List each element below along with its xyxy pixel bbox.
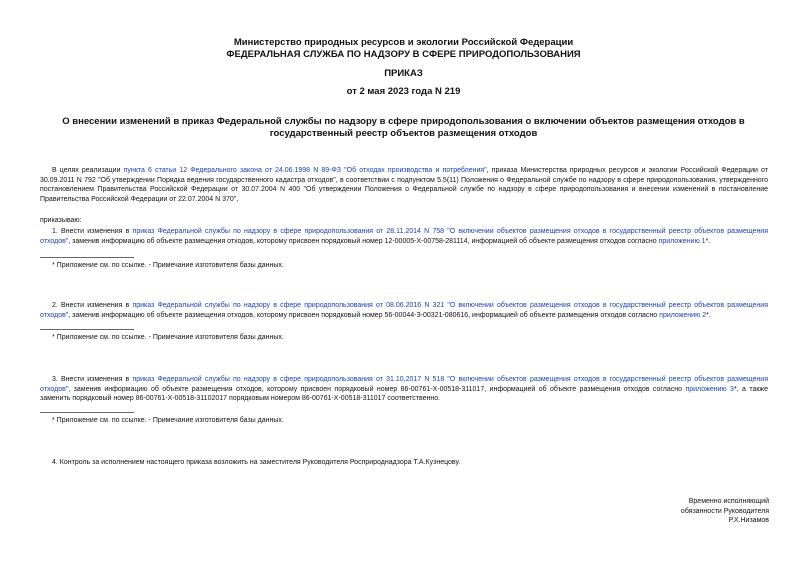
item-2-appendix-link[interactable]: приложению 2	[659, 311, 707, 319]
item-1-text-a: 1. Внести изменения в	[52, 228, 133, 235]
item-2-text-b: , заменив информацию об объекте размещения отходов, которому присвоен порядковый номер 56-00044-З-00321-080616, информацией об объекте размещения отходов согласно	[68, 311, 660, 319]
item-2-text-c: *.	[706, 311, 711, 319]
ministry-name: Министерство природных ресурсов и экологии Российской Федерации	[233, 37, 574, 48]
doc-date-number: от 2 мая 2023 года N 219	[346, 86, 461, 97]
item-1-text-b: , заменив информацию об объекте размещения отходов, которому присвоен порядковый номер 12-00005-Х-00758-281114, информацией об объекте размещения отходов согласно	[68, 237, 659, 245]
footnote-1: * Приложение см. по ссылке. - Примечание изготовителя базы данных.	[52, 262, 284, 269]
doc-title: О внесении изменений в приказ Федеральной службы по надзору в сфере природопользования о включении объектов размещения отходов в государственный реестр объектов размещения отходов	[62, 116, 745, 139]
doc-type: ПРИКАЗ	[384, 68, 423, 79]
item-2-order-link[interactable]: приказ Федеральной службы по надзору в сфере природопользования от 08.06.2016 N 321 "О включении объектов размещения отходов в государственный реестр объектов размещения отходов"	[40, 302, 768, 319]
item-3	[40, 375, 768, 404]
signature-line-2: обязанности Руководителя	[680, 507, 769, 515]
order-word: приказываю:	[40, 217, 82, 224]
signature-name: Р.Х.Низамов	[728, 517, 769, 524]
item-3-text-c: *, а также заменить порядковый номер 86-00761-Х-00518-31102017 порядковым номером 86-00761-Х-00518-311017 соответственно.	[40, 385, 768, 402]
footnote-3: * Приложение см. по ссылке. - Примечание изготовителя базы данных.	[52, 417, 284, 424]
footnote-divider-1	[40, 257, 134, 258]
signature-block	[681, 497, 769, 526]
item-3-order-link[interactable]: приказ Федеральной службы по надзору в сфере природопользования от 31.10.2017 N 518 "О включении объектов размещения отходов в государственный реестр объектов размещения отходов"	[40, 376, 768, 393]
item-4: 4. Контроль за исполнением настоящего приказа возложить на заместителя Руководителя Росприроднадзора Т.А.Кузнецову.	[52, 459, 461, 466]
item-1	[40, 227, 768, 246]
item-3-appendix-link[interactable]: приложению 3	[685, 385, 734, 393]
item-3-text-b: , заменив информацию об объекте размещения отходов, которому присвоен порядковый номер 86-00761-Х-00518-311017, информацией об объекте размещения отходов согласно	[68, 385, 686, 393]
item-1-appendix-link[interactable]: приложению 1	[658, 237, 706, 245]
item-3-text-a: 3. Внести изменения в	[52, 376, 133, 383]
footnote-divider-3	[40, 412, 134, 413]
signature-line-1: Временно исполняющий	[688, 498, 769, 505]
item-1-text-c: *.	[705, 237, 711, 245]
service-name: ФЕДЕРАЛЬНАЯ СЛУЖБА ПО НАДЗОРУ В СФЕРЕ ПРИРОДОПОЛЬЗОВАНИЯ	[226, 49, 581, 60]
item-2-text-a: 2. Внести изменения в	[52, 302, 133, 309]
item-1-order-link[interactable]: приказ Федеральной службы по надзору в сфере природопользования от 28.11.2014 N 758 "О включении объектов размещения отходов в государственный реестр объектов размещения отходов"	[40, 228, 769, 245]
preamble-text-2: , приказа Министерства природных ресурсов и экологии Российской Федерации от 30.09.2011 N 792 "Об утверждении Порядка ведения государственного кадастра отходов", в соответствии с подпунктом 5.5(11) Положения о Федеральной службе по надзору в сфере природопользования, утвержденного постановлением Правительства Российской Федерации от 30.07.2004 N 400 "Об утверждении Положения о Федеральной службе по надзору в сфере природопользования и внесении изменений в постановление Правительства Российской Федерации от 22.07.2004 N 370",	[40, 167, 769, 203]
footnote-divider-2	[40, 329, 134, 330]
preamble-law-link[interactable]: пункта 6 статьи 12 Федерального закона от 24.06.1998 N 89-ФЗ "Об отходах производства и потребления"	[123, 167, 487, 174]
preamble-text-1: В целях реализации	[52, 167, 124, 174]
footnote-2: * Приложение см. по ссылке. - Примечание изготовителя базы данных.	[52, 334, 284, 341]
item-2	[40, 301, 768, 320]
preamble-paragraph	[40, 166, 768, 204]
